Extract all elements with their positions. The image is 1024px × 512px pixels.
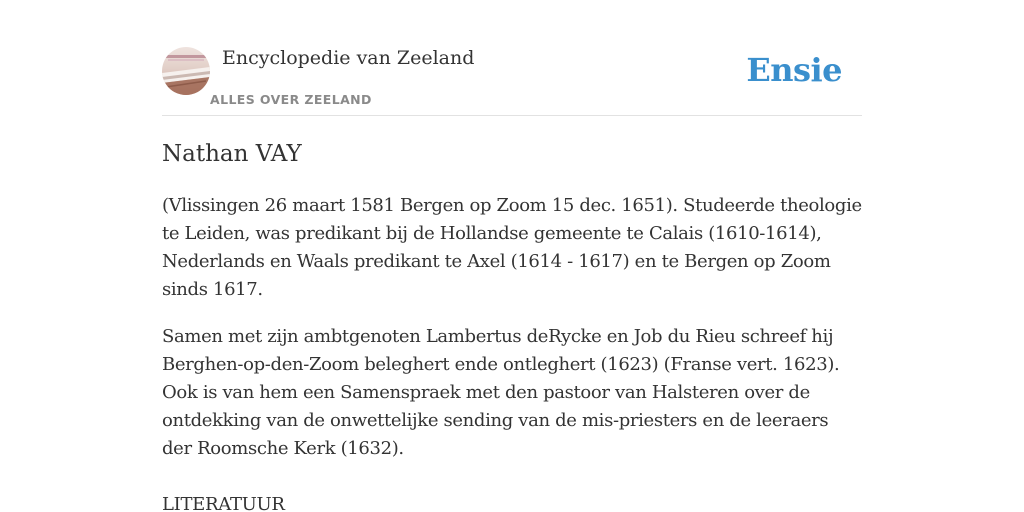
entry-title: Nathan VAY <box>162 141 302 167</box>
entry-paragraph: Samen met zijn ambtgenoten Lambertus deRycke en Job du Rieu schreef hij Berghen-op-den-Zoom beleghert ende ontleghert (1623) (Franse vert. 1623). Ook is van hem een Samenspraek met den pastoor van Halsteren over de ontdekking van de onwettelijke sending van de mis-priesters en de leeraers der Roomsche Kerk (1632). <box>162 326 840 459</box>
entry-paragraph: (Vlissingen 26 maart 1581 Bergen op Zoom 15 dec. 1651). Studeerde theologie te Leiden, was predikant bij de Hollandse gemeente te Calais (1610-1614), Nederlands en Waals predikant te Axel (1614 - 1617) en te Bergen op Zoom sinds 1617. <box>162 195 862 300</box>
site-header <box>162 0 862 116</box>
site-title[interactable]: Encyclopedie van Zeeland <box>222 47 475 69</box>
content-container <box>162 0 862 512</box>
literature-heading: LITERATUUR <box>162 494 285 512</box>
site-avatar[interactable] <box>162 47 210 95</box>
ensie-logo-link[interactable]: Ensie <box>746 51 842 89</box>
entry-body <box>162 192 862 512</box>
site-tagline: ALLES OVER ZEELAND <box>210 92 372 107</box>
book-image-icon <box>162 47 210 95</box>
